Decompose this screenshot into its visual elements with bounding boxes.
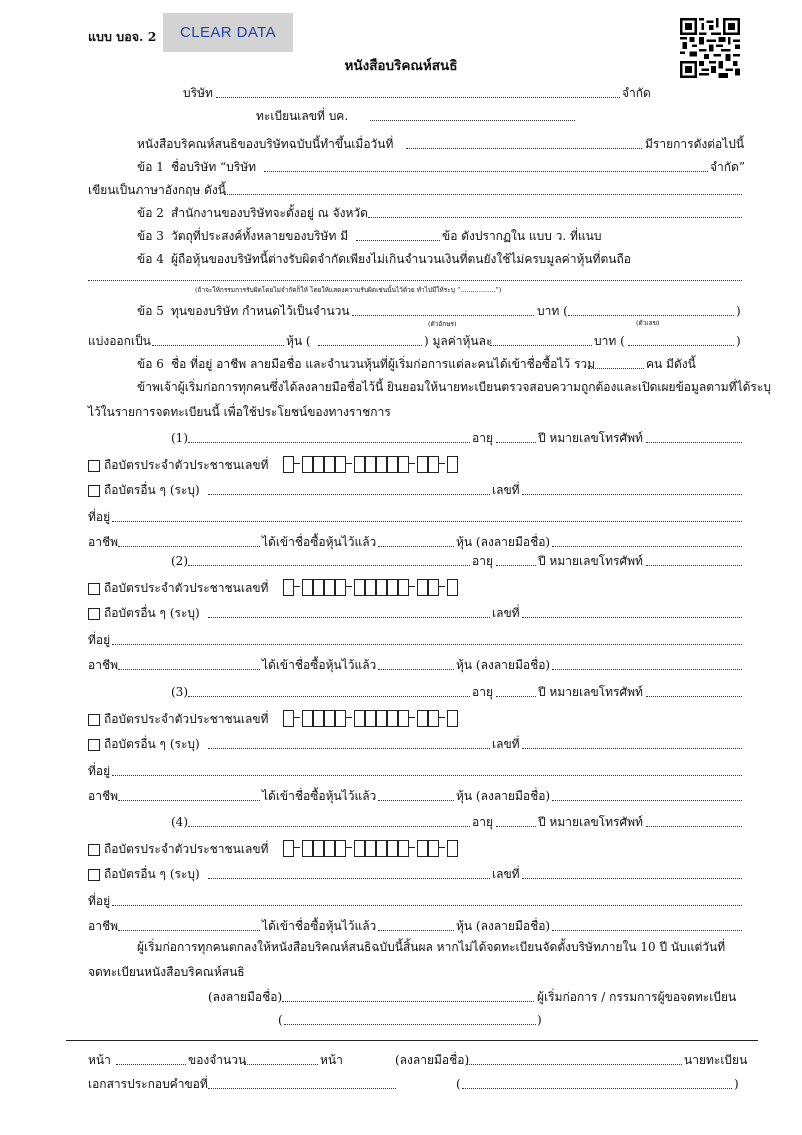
id-digit-box[interactable]: [398, 840, 409, 857]
intro-text: หนังสือบริคณห์สนธิของบริษัทฉบับนี้ทำขึ้นเมื่อวันที่: [137, 137, 394, 151]
total-pages-field[interactable]: [244, 1064, 318, 1065]
subscribed-label: ได้เข้าชื่อซื้อหุ้นไว้แล้ว: [262, 658, 377, 672]
clause-2-label: ข้อ 2: [137, 206, 164, 220]
shares-label: หุ้น (: [286, 334, 311, 348]
capital-words-field[interactable]: [568, 315, 734, 316]
company-label: บริษัท: [183, 86, 213, 100]
age-label: อายุ: [472, 431, 493, 445]
id-digit-box[interactable]: [376, 456, 387, 473]
promoter-name-field[interactable]: [188, 696, 470, 697]
other-card-checkbox[interactable]: [88, 739, 100, 751]
id-digit-box[interactable]: [417, 579, 428, 596]
phone-field[interactable]: [646, 442, 742, 443]
id-separator: [409, 717, 415, 718]
id-digit-box[interactable]: [283, 710, 294, 727]
footer-attachments-label: เอกสารประกอบคำขอที่: [88, 1077, 208, 1091]
id-digit-box[interactable]: [283, 840, 294, 857]
promoter-signature-field[interactable]: [282, 1001, 534, 1002]
closing-line-2: จดทะเบียนหนังสือบริคณห์สนธิ: [88, 965, 245, 979]
number-note: (ตัวเลข): [636, 319, 660, 327]
other-card-type-field[interactable]: [208, 494, 490, 495]
reg-no-field[interactable]: [370, 120, 575, 121]
address-label: ที่อยู่: [88, 510, 111, 524]
shares-sign-label: หุ้น (ลงลายมือชื่อ): [456, 919, 551, 933]
phone-field[interactable]: [646, 565, 742, 566]
id-separator: [439, 463, 445, 464]
address-field[interactable]: [112, 775, 742, 776]
id-digit-box[interactable]: [447, 579, 458, 596]
card-number-label: เลขที่: [492, 483, 520, 497]
promoter-number: (3): [171, 685, 188, 699]
card-number-label: เลขที่: [492, 737, 520, 751]
id-digit-box[interactable]: [387, 579, 398, 596]
promoter-name-field[interactable]: [188, 565, 470, 566]
phone-label: ปี หมายเลขโทรศัพท์: [538, 815, 643, 829]
id-card-label: ถือบัตรประจำตัวประชาชนเลขที่: [104, 458, 269, 472]
address-label: ที่อยู่: [88, 764, 111, 778]
id-digit-box[interactable]: [428, 710, 439, 727]
subscribed-label: ได้เข้าชื่อซื้อหุ้นไว้แล้ว: [262, 535, 377, 549]
id-digit-box[interactable]: [398, 456, 409, 473]
id-digit-box[interactable]: [324, 579, 335, 596]
id-card-label: ถือบัตรประจำตัวประชาชนเลขที่: [104, 712, 269, 726]
id-digit-box[interactable]: [376, 579, 387, 596]
id-digit-box[interactable]: [447, 456, 458, 473]
id-digit-box[interactable]: [365, 456, 376, 473]
reg-no-label: ทะเบียนเลขที่ บค.: [256, 109, 349, 123]
age-field[interactable]: [496, 565, 536, 566]
id-card-checkbox[interactable]: [88, 714, 100, 726]
id-digit-box[interactable]: [335, 710, 346, 727]
clause-3-text: วัตถุที่ประสงค์ทั้งหลายของบริษัท มี: [171, 229, 349, 243]
address-label: ที่อยู่: [88, 633, 111, 647]
clause-5-text: ทุนของบริษัท กำหนดไว้เป็นจำนวน: [171, 304, 350, 318]
other-card-number-field[interactable]: [522, 878, 742, 879]
id-card-checkbox[interactable]: [88, 583, 100, 595]
footer-page-label: หน้า: [88, 1053, 111, 1067]
occupation-label: อาชีพ: [88, 535, 118, 549]
clear-data-button[interactable]: CLEAR DATA: [163, 13, 293, 52]
phone-field[interactable]: [646, 826, 742, 827]
other-card-number-field[interactable]: [522, 748, 742, 749]
id-number-boxes[interactable]: [283, 710, 493, 727]
id-digit-box[interactable]: [335, 840, 346, 857]
occupation-label: อาชีพ: [88, 658, 118, 672]
id-digit-box[interactable]: [302, 840, 313, 857]
footer-pages-label: หน้า: [320, 1053, 343, 1067]
province-field[interactable]: [368, 217, 742, 218]
company-name-thai-field[interactable]: [264, 171, 708, 172]
promoter-name-field[interactable]: [188, 826, 470, 827]
id-digit-box[interactable]: [302, 710, 313, 727]
clause-6-label: ข้อ 6: [137, 357, 164, 371]
clause-3-label: ข้อ 3: [137, 229, 164, 243]
clause-4-label: ข้อ 4: [137, 252, 164, 266]
clause-2-text: สำนักงานของบริษัทจะตั้งอยู่ ณ จังหวัด: [171, 206, 368, 220]
other-card-checkbox[interactable]: [88, 869, 100, 881]
age-field[interactable]: [496, 826, 536, 827]
other-card-number-field[interactable]: [522, 494, 742, 495]
promoter-sign-field[interactable]: [552, 669, 742, 670]
consent-line-2: ไว้ในรายการจดทะเบียนนี้ เพื่อใช้ประโยชน์ของทางราชการ: [88, 405, 391, 419]
par-value-label: ) มูลค่าหุ้นละ: [424, 334, 493, 348]
capital-amount-field[interactable]: [352, 315, 534, 316]
company-name-field[interactable]: [216, 97, 620, 98]
age-label: อายุ: [472, 815, 493, 829]
clause-4-note: (ถ้าจะให้กรรมการรับผิดโดยไม่จำกัดก็ให้ โดยให้แสดงความรับผิดเช่นนั้นไว้ด้วย ทำไปมีให้ระบุ “.................”): [195, 286, 502, 294]
attachments-field[interactable]: [208, 1088, 396, 1089]
promoter-printed-name-field[interactable]: [284, 1024, 536, 1025]
divided-label: แบ่งออกเป็น: [88, 334, 151, 348]
age-label: อายุ: [472, 685, 493, 699]
shares-sign-label: หุ้น (ลงลายมือชื่อ): [456, 658, 551, 672]
id-digit-box[interactable]: [387, 840, 398, 857]
registrar-signature-field[interactable]: [466, 1064, 682, 1065]
id-digit-box[interactable]: [313, 456, 324, 473]
closing-sign-role: ผู้เริ่มก่อการ / กรรมการผู้ขอจดทะเบียน: [537, 990, 737, 1004]
id-separator: [439, 847, 445, 848]
clause-1-text: ชื่อบริษัท “บริษัท: [171, 160, 257, 174]
clause-5-label: ข้อ 5: [137, 304, 164, 318]
other-card-type-field[interactable]: [208, 617, 490, 618]
occupation-field[interactable]: [118, 546, 260, 547]
id-separator: [409, 586, 415, 587]
id-card-checkbox[interactable]: [88, 844, 100, 856]
id-digit-box[interactable]: [302, 579, 313, 596]
other-card-label: ถือบัตรอื่น ๆ (ระบุ): [104, 737, 200, 751]
shares-subscribed-field[interactable]: [378, 800, 454, 801]
id-digit-box[interactable]: [417, 710, 428, 727]
id-digit-box[interactable]: [313, 710, 324, 727]
shares-sign-label: หุ้น (ลงลายมือชื่อ): [456, 789, 551, 803]
address-label: ที่อยู่: [88, 894, 111, 908]
page-number-field[interactable]: [116, 1064, 186, 1065]
shares-subscribed-field[interactable]: [378, 930, 454, 931]
age-label: อายุ: [472, 554, 493, 568]
qr-code-icon: [680, 18, 740, 78]
id-separator: [294, 463, 300, 464]
promoter-sign-field[interactable]: [552, 930, 742, 931]
other-card-label: ถือบัตรอื่น ๆ (ระบุ): [104, 867, 200, 881]
clause-6-end: คน มีดังนี้: [646, 357, 696, 371]
footer-of-total-label: ของจำนวน: [188, 1053, 247, 1067]
promoter-number: (1): [171, 431, 188, 445]
id-digit-box[interactable]: [365, 579, 376, 596]
closing-sign-label: (ลงลายมือชื่อ): [208, 990, 283, 1004]
id-number-boxes[interactable]: [283, 579, 493, 596]
id-digit-box[interactable]: [428, 579, 439, 596]
id-card-checkbox[interactable]: [88, 460, 100, 472]
id-digit-box[interactable]: [387, 710, 398, 727]
other-card-type-field[interactable]: [208, 878, 490, 879]
id-digit-box[interactable]: [417, 840, 428, 857]
english-name-label: เขียนเป็นภาษาอังกฤษ ดังนี้: [88, 183, 226, 197]
card-number-label: เลขที่: [492, 867, 520, 881]
registrar-printed-name-field[interactable]: [462, 1088, 732, 1089]
footer-divider: [66, 1040, 758, 1041]
id-separator: [346, 847, 352, 848]
id-separator: [346, 586, 352, 587]
id-card-label: ถือบัตรประจำตัวประชาชนเลขที่: [104, 842, 269, 856]
clause-1-end: จำกัด”: [710, 160, 745, 174]
id-digit-box[interactable]: [313, 579, 324, 596]
par-baht-label: บาท (: [594, 334, 625, 348]
other-card-type-field[interactable]: [208, 748, 490, 749]
id-separator: [409, 463, 415, 464]
promoter-number: (2): [171, 554, 188, 568]
page-title: หนังสือบริคณห์สนธิ: [344, 58, 458, 74]
share-count-field[interactable]: [152, 345, 284, 346]
id-digit-box[interactable]: [365, 710, 376, 727]
id-separator: [439, 586, 445, 587]
id-digit-box[interactable]: [398, 710, 409, 727]
promoter-total-field[interactable]: [588, 368, 644, 369]
company-name-english-field[interactable]: [224, 194, 742, 195]
phone-field[interactable]: [646, 696, 742, 697]
other-card-checkbox[interactable]: [88, 608, 100, 620]
form-code: แบบ บอจ. 2: [88, 29, 157, 44]
par-value-field[interactable]: [490, 345, 592, 346]
intro-end: มีรายการดังต่อไปนี้: [645, 137, 745, 151]
phone-label: ปี หมายเลขโทรศัพท์: [538, 554, 643, 568]
id-digit-box[interactable]: [354, 710, 365, 727]
clause-6-text: ชื่อ ที่อยู่ อาชีพ ลายมือชื่อ และจำนวนหุ้นที่ผู้เริ่มก่อการแต่ละคนได้เข้าชื่อซื้อไว้ รวม: [171, 357, 596, 371]
closing-line-1: ผู้เริ่มก่อการทุกคนตกลงให้หนังสือบริคณห์สนธิฉบับนี้สิ้นผล หากไม่ได้จดทะเบียนจัดตั้งบริษัทภายใน 10 ปี นับแต่วันที่: [137, 940, 726, 954]
age-field[interactable]: [496, 696, 536, 697]
id-digit-box[interactable]: [447, 710, 458, 727]
id-separator: [346, 717, 352, 718]
clause-3-text-end: ข้อ ดังปรากฏใน แบบ ว. ที่แนบ: [442, 229, 602, 243]
id-separator: [294, 717, 300, 718]
occupation-field[interactable]: [118, 669, 260, 670]
phone-label: ปี หมายเลขโทรศัพท์: [538, 431, 643, 445]
id-digit-box[interactable]: [324, 456, 335, 473]
id-digit-box[interactable]: [313, 840, 324, 857]
address-field[interactable]: [112, 644, 742, 645]
phone-label: ปี หมายเลขโทรศัพท์: [538, 685, 643, 699]
id-separator: [294, 586, 300, 587]
shares-subscribed-field[interactable]: [378, 669, 454, 670]
liability-field[interactable]: [88, 280, 742, 281]
occupation-field[interactable]: [118, 800, 260, 801]
id-separator: [294, 847, 300, 848]
id-digit-box[interactable]: [283, 579, 294, 596]
address-field[interactable]: [112, 905, 742, 906]
age-field[interactable]: [496, 442, 536, 443]
occupation-label: อาชีพ: [88, 789, 118, 803]
id-digit-box[interactable]: [354, 579, 365, 596]
consent-line-1: ข้าพเจ้าผู้เริ่มก่อการทุกคนซึ่งได้ลงลายมือชื่อไว้นี้ ยินยอมให้นายทะเบียนตรวจสอบความถูกต้องและเปิดเผยข้อมูลตามที่ได้ระบุ: [137, 380, 771, 394]
other-card-number-field[interactable]: [522, 617, 742, 618]
id-digit-box[interactable]: [302, 456, 313, 473]
shares-sign-label: หุ้น (ลงลายมือชื่อ): [456, 535, 551, 549]
other-card-label: ถือบัตรอื่น ๆ (ระบุ): [104, 483, 200, 497]
id-digit-box[interactable]: [335, 456, 346, 473]
id-digit-box[interactable]: [398, 579, 409, 596]
other-card-label: ถือบัตรอื่น ๆ (ระบุ): [104, 606, 200, 620]
id-digit-box[interactable]: [324, 710, 335, 727]
id-digit-box[interactable]: [428, 840, 439, 857]
id-digit-box[interactable]: [354, 456, 365, 473]
limited-label: จำกัด: [622, 86, 651, 100]
promoter-number: (4): [171, 815, 188, 829]
letters-note: (ตัวอักษร): [428, 320, 457, 328]
id-digit-box[interactable]: [428, 456, 439, 473]
id-separator: [409, 847, 415, 848]
promoter-sign-field[interactable]: [552, 800, 742, 801]
promoter-name-field[interactable]: [188, 442, 470, 443]
id-digit-box[interactable]: [283, 456, 294, 473]
id-number-boxes[interactable]: [283, 840, 493, 857]
date-field[interactable]: [406, 148, 642, 149]
subscribed-label: ได้เข้าชื่อซื้อหุ้นไว้แล้ว: [262, 789, 377, 803]
id-card-label: ถือบัตรประจำตัวประชาชนเลขที่: [104, 581, 269, 595]
clause-1-label: ข้อ 1: [137, 160, 164, 174]
occupation-label: อาชีพ: [88, 919, 118, 933]
shares-subscribed-field[interactable]: [378, 546, 454, 547]
id-digit-box[interactable]: [417, 456, 428, 473]
share-count-words-field[interactable]: [318, 345, 422, 346]
subscribed-label: ได้เข้าชื่อซื้อหุ้นไว้แล้ว: [262, 919, 377, 933]
id-number-boxes[interactable]: [283, 456, 493, 473]
id-digit-box[interactable]: [447, 840, 458, 857]
footer-sign-label: (ลงลายมือชื่อ): [395, 1053, 470, 1067]
id-separator: [439, 717, 445, 718]
id-digit-box[interactable]: [376, 840, 387, 857]
id-digit-box[interactable]: [354, 840, 365, 857]
footer-registrar-label: นายทะเบียน: [684, 1053, 748, 1067]
capital-baht-label: บาท (: [537, 304, 568, 318]
id-digit-box[interactable]: [365, 840, 376, 857]
clause-4-text: ผู้ถือหุ้นของบริษัทนี้ต่างรับผิดจำกัดเพียงไม่เกินจำนวนเงินที่ตนยังใช้ไม่ครบมูลค่าหุ้นที่ตนถือ: [171, 252, 631, 266]
par-value-words-field[interactable]: [628, 345, 734, 346]
id-separator: [346, 463, 352, 464]
id-digit-box[interactable]: [324, 840, 335, 857]
promoter-sign-field[interactable]: [552, 546, 742, 547]
id-digit-box[interactable]: [376, 710, 387, 727]
objectives-count-field[interactable]: [356, 240, 440, 241]
card-number-label: เลขที่: [492, 606, 520, 620]
other-card-checkbox[interactable]: [88, 485, 100, 497]
occupation-field[interactable]: [118, 930, 260, 931]
address-field[interactable]: [112, 521, 742, 522]
id-digit-box[interactable]: [335, 579, 346, 596]
id-digit-box[interactable]: [387, 456, 398, 473]
